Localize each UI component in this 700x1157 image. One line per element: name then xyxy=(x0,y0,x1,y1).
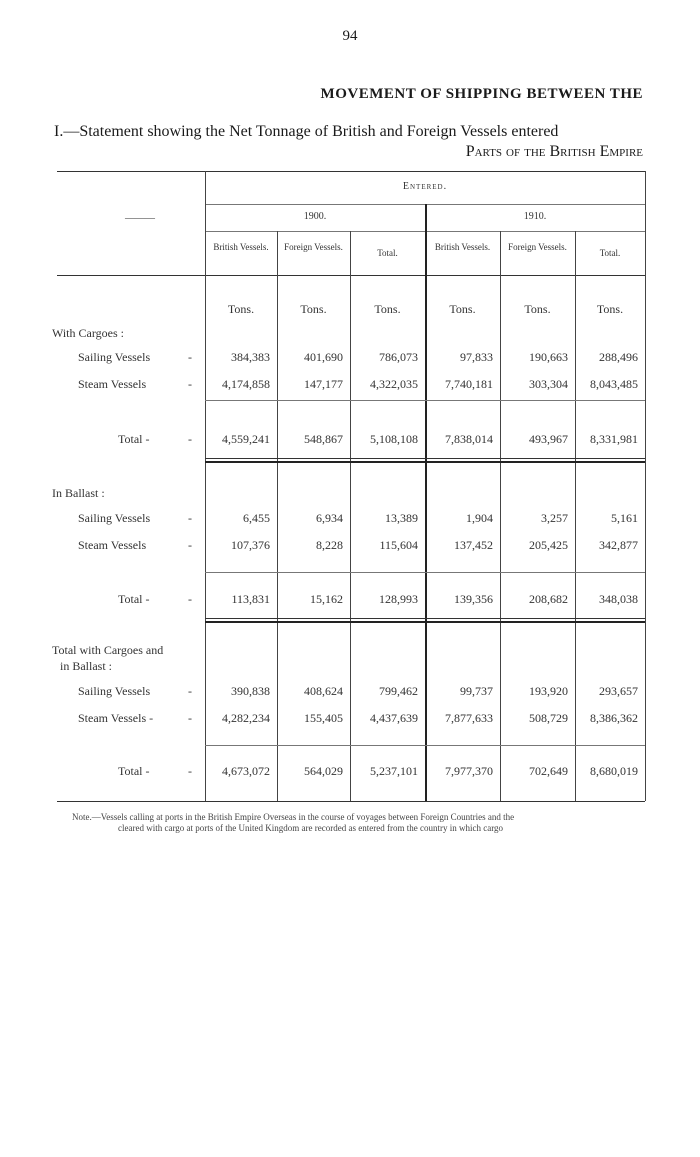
total-0-col-2: 5,108,108 xyxy=(370,432,418,446)
total-marker-0: - xyxy=(188,432,192,446)
column-header-3: British Vessels. xyxy=(434,242,491,252)
section-title-1: In Ballast : xyxy=(52,486,105,500)
total-2-col-4: 702,649 xyxy=(529,764,568,778)
row-0-0-col-5: 288,496 xyxy=(599,350,638,364)
total-2-col-3: 7,977,370 xyxy=(445,764,493,778)
total-1-col-1: 15,162 xyxy=(310,592,343,606)
row-2-0-col-3: 99,737 xyxy=(460,684,493,698)
row-2-1-col-4: 508,729 xyxy=(529,711,568,725)
row-label-1-1: Steam Vessels xyxy=(78,538,147,552)
row-label-0-1: Steam Vessels xyxy=(78,377,147,391)
row-0-0-col-3: 97,833 xyxy=(460,350,493,364)
row-label-2-1: Steam Vessels - xyxy=(78,711,154,725)
row-1-0-col-2: 13,389 xyxy=(385,511,418,525)
header-year-1900: 1900. xyxy=(303,211,327,222)
column-header-4: Foreign Vessels. xyxy=(508,242,567,252)
row-2-1-col-0: 4,282,234 xyxy=(222,711,270,725)
total-2-col-2: 5,237,101 xyxy=(370,764,418,778)
rule-header-bottom xyxy=(57,275,645,276)
row-1-0-col-1: 6,934 xyxy=(316,511,343,525)
row-1-0-col-4: 3,257 xyxy=(541,511,568,525)
row-2-1-col-2: 4,437,639 xyxy=(370,711,418,725)
rule-top xyxy=(57,171,645,172)
row-0-1-col-4: 303,304 xyxy=(529,377,568,391)
row-0-0-col-2: 786,073 xyxy=(379,350,418,364)
total-1-col-5: 348,038 xyxy=(599,592,638,606)
row-2-0-col-5: 293,657 xyxy=(599,684,638,698)
total-0-col-1: 548,867 xyxy=(304,432,343,446)
row-2-0-col-1: 408,624 xyxy=(304,684,343,698)
row-0-0-col-1: 401,690 xyxy=(304,350,343,364)
total-1-col-0: 113,831 xyxy=(231,592,270,606)
row-marker-2-1: - xyxy=(188,711,192,725)
row-label-1-0: Sailing Vessels xyxy=(78,511,151,525)
row-0-1-col-1: 147,177 xyxy=(304,377,343,391)
total-1-col-2: 128,993 xyxy=(379,592,418,606)
total-marker-1: - xyxy=(188,592,192,606)
row-label-2-0: Sailing Vessels xyxy=(78,684,151,698)
total-0-col-5: 8,331,981 xyxy=(590,432,638,446)
rule-section-end-a-0 xyxy=(205,458,645,459)
rule-total-top-0 xyxy=(205,400,645,401)
header-entered: Entered. xyxy=(402,181,448,192)
rule-section-end-b-0 xyxy=(205,461,645,463)
row-0-0-col-0: 384,383 xyxy=(231,350,270,364)
row-2-1-col-1: 155,405 xyxy=(304,711,343,725)
note-line-2: cleared with cargo at ports of the United Kingdom are recorded as entered from the country in which cargo xyxy=(118,823,504,833)
total-label-1: Total - xyxy=(118,592,150,606)
section-title-2-b: in Ballast : xyxy=(60,659,112,673)
vline-left xyxy=(205,171,206,801)
row-1-0-col-0: 6,455 xyxy=(243,511,270,525)
column-header-1: Foreign Vessels. xyxy=(284,242,343,252)
row-1-0-col-3: 1,904 xyxy=(466,511,493,525)
total-label-2: Total - xyxy=(118,764,150,778)
section-title-0: With Cargoes : xyxy=(52,326,124,340)
row-label-0-0: Sailing Vessels xyxy=(78,350,151,364)
row-0-1-col-0: 4,174,858 xyxy=(222,377,270,391)
row-1-1-col-3: 137,452 xyxy=(454,538,493,552)
row-2-0-col-0: 390,838 xyxy=(231,684,270,698)
column-header-2: Total. xyxy=(377,248,398,258)
total-2-col-1: 564,029 xyxy=(304,764,343,778)
row-0-0-col-4: 190,663 xyxy=(529,350,568,364)
total-1-col-3: 139,356 xyxy=(454,592,493,606)
total-0-col-3: 7,838,014 xyxy=(445,432,493,446)
total-0-col-4: 493,967 xyxy=(529,432,568,446)
row-marker-0-0: - xyxy=(188,350,192,364)
row-2-1-col-3: 7,877,633 xyxy=(445,711,493,725)
rule-bottom xyxy=(57,801,645,802)
row-marker-1-0: - xyxy=(188,511,192,525)
unit-label-2: Tons. xyxy=(374,302,401,316)
row-1-1-col-5: 342,877 xyxy=(599,538,638,552)
page-number: 94 xyxy=(342,28,358,44)
rule-section-end-b-1 xyxy=(205,621,645,623)
row-0-1-col-3: 7,740,181 xyxy=(445,377,493,391)
row-1-0-col-5: 5,161 xyxy=(611,511,638,525)
header-dash: ——— xyxy=(125,213,155,224)
unit-label-0: Tons. xyxy=(227,302,255,316)
row-2-0-col-4: 193,920 xyxy=(529,684,568,698)
row-1-1-col-4: 205,425 xyxy=(529,538,568,552)
row-2-0-col-2: 799,462 xyxy=(379,684,418,698)
column-header-0: British Vessels. xyxy=(213,242,269,252)
row-0-1-col-2: 4,322,035 xyxy=(370,377,418,391)
total-label-0: Total - xyxy=(118,432,150,446)
note-line-1: Note.—Vessels calling at ports in the British Empire Overseas in the course of voyages between Foreign Countries and the xyxy=(72,812,515,822)
total-0-col-0: 4,559,241 xyxy=(222,432,270,446)
row-marker-0-1: - xyxy=(188,377,192,391)
row-1-1-col-1: 8,228 xyxy=(316,538,343,552)
row-marker-2-0: - xyxy=(188,684,192,698)
table-note xyxy=(72,812,662,834)
row-2-1-col-5: 8,386,362 xyxy=(590,711,638,725)
section-title-2-a: Total with Cargoes and xyxy=(52,643,164,657)
rule-total-top-1 xyxy=(205,572,645,573)
unit-label-5: Tons. xyxy=(596,302,624,316)
row-marker-1-1: - xyxy=(188,538,192,552)
column-header-5: Total. xyxy=(599,248,621,258)
page-heading: MOVEMENT OF SHIPPING BETWEEN THE xyxy=(320,86,643,102)
table-subtitle-line2: Parts of the British Empire xyxy=(465,143,643,160)
table-subtitle-line1: I.—Statement showing the Net Tonnage of British and Foreign Vessels entered xyxy=(54,123,559,140)
rule-total-top-2 xyxy=(205,745,645,746)
unit-label-3: Tons. xyxy=(449,302,476,316)
row-1-1-col-0: 107,376 xyxy=(231,538,270,552)
total-2-col-5: 8,680,019 xyxy=(590,764,638,778)
unit-label-1: Tons. xyxy=(300,302,327,316)
row-1-1-col-2: 115,604 xyxy=(379,538,418,552)
total-marker-2: - xyxy=(188,764,192,778)
rule-section-end-a-1 xyxy=(205,618,645,619)
row-0-1-col-5: 8,043,485 xyxy=(590,377,638,391)
total-2-col-0: 4,673,072 xyxy=(222,764,270,778)
vline-right xyxy=(645,171,646,801)
total-1-col-4: 208,682 xyxy=(529,592,568,606)
header-year-1910: 1910. xyxy=(523,211,547,222)
unit-label-4: Tons. xyxy=(524,302,551,316)
